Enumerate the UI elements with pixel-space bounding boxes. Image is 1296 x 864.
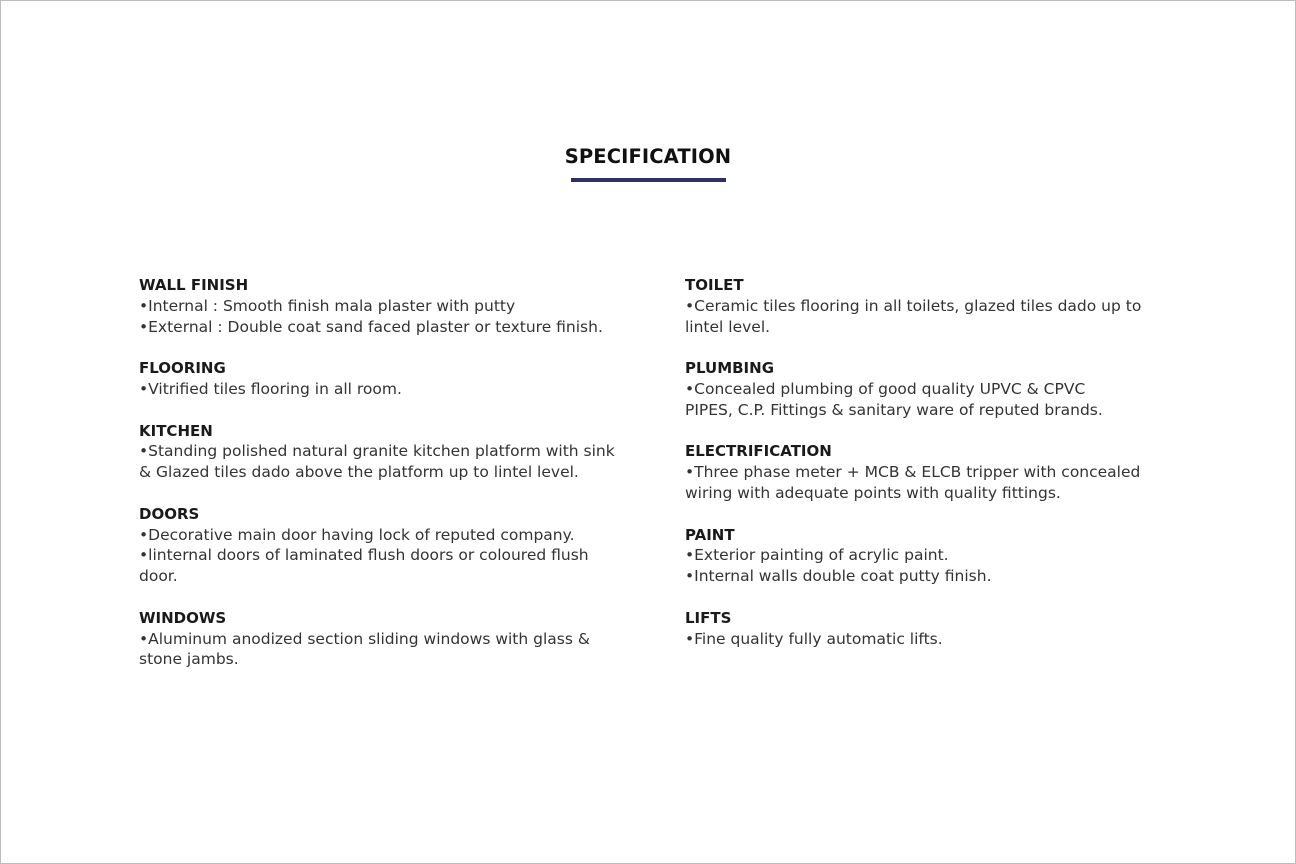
spec-section-plumbing xyxy=(685,358,1160,420)
right-column xyxy=(685,275,1160,670)
section-line: stone jambs. xyxy=(139,650,239,669)
section-line: •Three phase meter + MCB & ELCB tripper with concealed xyxy=(685,463,1141,482)
spec-section-kitchen xyxy=(139,421,639,483)
section-line: •Ceramic tiles flooring in all toilets, glazed tiles dado up to xyxy=(685,296,1142,315)
section-heading: KITCHEN xyxy=(139,421,213,440)
section-line: door. xyxy=(139,567,178,586)
section-heading: FLOORING xyxy=(139,359,226,378)
section-line: wiring with adequate points with quality fittings. xyxy=(685,483,1061,502)
section-line: •Internal : Smooth finish mala plaster with putty xyxy=(139,296,516,315)
section-line: •Fine quality fully automatic lifts. xyxy=(685,629,943,648)
section-line: lintel level. xyxy=(685,317,771,336)
section-heading: PAINT xyxy=(685,525,735,544)
section-heading: WALL FINISH xyxy=(139,276,249,294)
left-column xyxy=(139,275,639,691)
spec-section-windows xyxy=(139,608,639,670)
section-heading: TOILET xyxy=(685,276,744,294)
section-line: •Concealed plumbing of good quality UPVC & CPVC xyxy=(685,379,1086,398)
page-title: SPECIFICATION xyxy=(564,145,732,168)
section-line: •Vitrified tiles flooring in all room. xyxy=(139,379,402,398)
section-line: •linternal doors of laminated flush doors or coloured flush xyxy=(139,546,589,565)
spec-section-lifts xyxy=(685,608,1160,650)
section-line: PIPES, C.P. Fittings & sanitary ware of reputed brands. xyxy=(685,400,1103,419)
spec-section-paint xyxy=(685,525,1160,587)
section-heading: WINDOWS xyxy=(139,608,227,627)
spec-section-toilet xyxy=(685,275,1160,337)
section-heading: LIFTS xyxy=(685,608,732,627)
section-line: & Glazed tiles dado above the platform up to lintel level. xyxy=(139,463,579,482)
spec-section-electrification xyxy=(685,441,1160,503)
section-line: •Aluminum anodized section sliding windows with glass & xyxy=(139,629,590,648)
spec-section-flooring xyxy=(139,358,639,400)
section-heading: PLUMBING xyxy=(685,359,775,378)
section-line: •Exterior painting of acrylic paint. xyxy=(685,546,949,565)
section-line: •Decorative main door having lock of reputed company. xyxy=(139,525,575,544)
section-line: •External : Double coat sand faced plaster or texture finish. xyxy=(139,317,603,336)
section-line: •Standing polished natural granite kitchen platform with sink xyxy=(139,442,615,461)
section-line: •Internal walls double coat putty finish. xyxy=(685,567,992,586)
title-underline xyxy=(571,178,726,182)
section-heading: ELECTRIFICATION xyxy=(685,442,832,461)
spec-section-wall-finish xyxy=(139,275,639,337)
spec-section-doors xyxy=(139,504,639,587)
section-heading: DOORS xyxy=(139,504,200,523)
